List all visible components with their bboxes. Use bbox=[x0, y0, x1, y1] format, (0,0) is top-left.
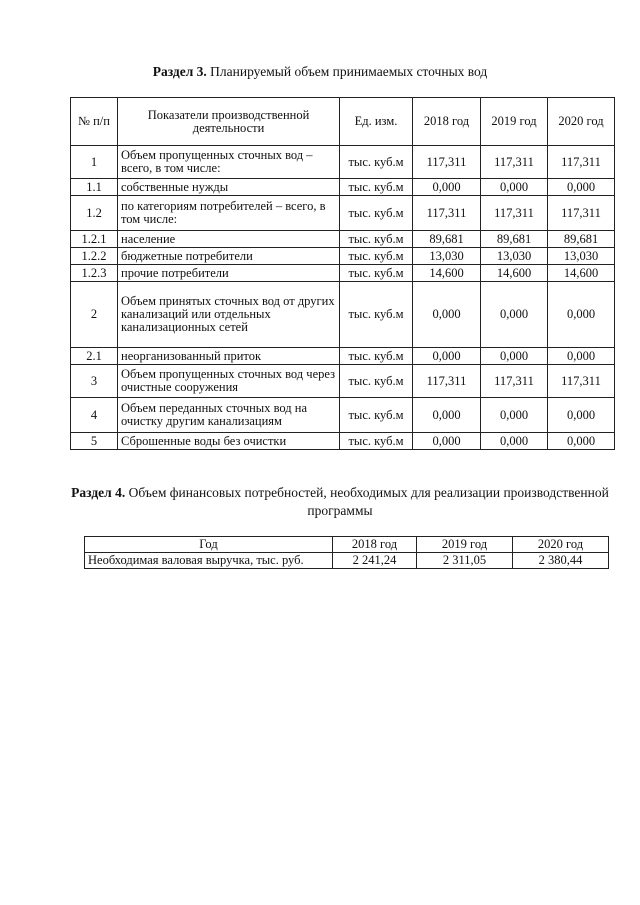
header-year: Год bbox=[85, 537, 333, 553]
row-2020: 13,030 bbox=[548, 248, 615, 265]
row-unit: тыс. куб.м bbox=[340, 231, 413, 248]
row-unit: тыс. куб.м bbox=[340, 365, 413, 398]
table-header-row bbox=[85, 537, 609, 553]
row-unit: тыс. куб.м bbox=[340, 398, 413, 433]
row-2018: 0,000 bbox=[413, 433, 481, 450]
row-2019: 0,000 bbox=[481, 433, 548, 450]
row-2020: 0,000 bbox=[548, 179, 615, 196]
row-2018: 117,311 bbox=[413, 146, 481, 179]
header-2019: 2019 год bbox=[417, 537, 513, 553]
row-unit: тыс. куб.м bbox=[340, 282, 413, 348]
row-2019: 13,030 bbox=[481, 248, 548, 265]
row-2018: 13,030 bbox=[413, 248, 481, 265]
row-unit: тыс. куб.м bbox=[340, 196, 413, 231]
row-name: собственные нужды bbox=[118, 179, 340, 196]
row-num: 2.1 bbox=[71, 348, 118, 365]
row-num: 4 bbox=[71, 398, 118, 433]
row-2020: 117,311 bbox=[548, 196, 615, 231]
table-row bbox=[71, 196, 615, 231]
row-2019: 89,681 bbox=[481, 231, 548, 248]
header-2018: 2018 год bbox=[333, 537, 417, 553]
header-2019: 2019 год bbox=[481, 98, 548, 146]
table-header-row bbox=[71, 98, 615, 146]
row-name: бюджетные потребители bbox=[118, 248, 340, 265]
row-2020: 89,681 bbox=[548, 231, 615, 248]
row-name: по категориям потребителей – всего, в том числе: bbox=[118, 196, 340, 231]
row-name: прочие потребители bbox=[118, 265, 340, 282]
row-2018: 0,000 bbox=[413, 179, 481, 196]
row-2019: 0,000 bbox=[481, 282, 548, 348]
row-label: Необходимая валовая выручка, тыс. руб. bbox=[85, 553, 333, 569]
header-num: № п/п bbox=[71, 98, 118, 146]
section3-title bbox=[0, 63, 640, 81]
row-2019: 117,311 bbox=[481, 196, 548, 231]
row-name: население bbox=[118, 231, 340, 248]
row-unit: тыс. куб.м bbox=[340, 433, 413, 450]
row-num: 5 bbox=[71, 433, 118, 450]
table-row bbox=[71, 365, 615, 398]
header-2020: 2020 год bbox=[548, 98, 615, 146]
row-num: 1.2.3 bbox=[71, 265, 118, 282]
row-2018: 0,000 bbox=[413, 348, 481, 365]
section4-table bbox=[84, 536, 609, 569]
row-2019: 117,311 bbox=[481, 365, 548, 398]
table-row bbox=[71, 348, 615, 365]
row-unit: тыс. куб.м bbox=[340, 179, 413, 196]
row-2018: 0,000 bbox=[413, 282, 481, 348]
row-name: Сброшенные воды без очистки bbox=[118, 433, 340, 450]
section4-title-label: Раздел 4. bbox=[71, 485, 126, 500]
table-row bbox=[71, 231, 615, 248]
row-2019: 0,000 bbox=[481, 348, 548, 365]
row-num: 1 bbox=[71, 146, 118, 179]
row-2019: 0,000 bbox=[481, 398, 548, 433]
header-indicator: Показатели производственной деятельности bbox=[118, 98, 340, 146]
row-2019: 0,000 bbox=[481, 179, 548, 196]
header-unit: Ед. изм. bbox=[340, 98, 413, 146]
row-2020: 2 380,44 bbox=[513, 553, 609, 569]
row-2018: 2 241,24 bbox=[333, 553, 417, 569]
row-unit: тыс. куб.м bbox=[340, 348, 413, 365]
row-2018: 14,600 bbox=[413, 265, 481, 282]
row-num: 1.2.1 bbox=[71, 231, 118, 248]
table-row bbox=[71, 282, 615, 348]
row-num: 1.1 bbox=[71, 179, 118, 196]
table-row bbox=[71, 265, 615, 282]
row-2018: 117,311 bbox=[413, 196, 481, 231]
row-2018: 89,681 bbox=[413, 231, 481, 248]
row-unit: тыс. куб.м bbox=[340, 248, 413, 265]
row-2018: 0,000 bbox=[413, 398, 481, 433]
section3-title-text: Планируемый объем принимаемых сточных вод bbox=[206, 64, 488, 79]
row-num: 2 bbox=[71, 282, 118, 348]
row-2020: 117,311 bbox=[548, 365, 615, 398]
table-row bbox=[71, 146, 615, 179]
table-row bbox=[71, 179, 615, 196]
table-row bbox=[71, 433, 615, 450]
row-2020: 117,311 bbox=[548, 146, 615, 179]
row-2019: 2 311,05 bbox=[417, 553, 513, 569]
header-2020: 2020 год bbox=[513, 537, 609, 553]
row-name: Объем переданных сточных вод на очистку другим канализациям bbox=[118, 398, 340, 433]
header-2018: 2018 год bbox=[413, 98, 481, 146]
row-2019: 14,600 bbox=[481, 265, 548, 282]
table-row bbox=[85, 553, 609, 569]
row-2018: 117,311 bbox=[413, 365, 481, 398]
row-2020: 0,000 bbox=[548, 348, 615, 365]
table-row bbox=[71, 248, 615, 265]
row-unit: тыс. куб.м bbox=[340, 146, 413, 179]
row-name: Объем пропущенных сточных вод – всего, в том числе: bbox=[118, 146, 340, 179]
row-num: 1.2.2 bbox=[71, 248, 118, 265]
section4-title-text: Объем финансовых потребностей, необходимых для реализации производственной программы bbox=[125, 485, 609, 518]
row-2020: 0,000 bbox=[548, 282, 615, 348]
row-2020: 0,000 bbox=[548, 398, 615, 433]
section3-table bbox=[70, 97, 615, 450]
row-unit: тыс. куб.м bbox=[340, 265, 413, 282]
row-2019: 117,311 bbox=[481, 146, 548, 179]
table-row bbox=[71, 398, 615, 433]
section3-title-label: Раздел 3. bbox=[152, 64, 207, 79]
row-name: Объем пропущенных сточных вод через очистные сооружения bbox=[118, 365, 340, 398]
row-num: 3 bbox=[71, 365, 118, 398]
row-2020: 14,600 bbox=[548, 265, 615, 282]
row-num: 1.2 bbox=[71, 196, 118, 231]
section4-title bbox=[40, 484, 640, 520]
row-name: Объем принятых сточных вод от других канализаций или отдельных канализационных сетей bbox=[118, 282, 340, 348]
row-2020: 0,000 bbox=[548, 433, 615, 450]
row-name: неорганизованный приток bbox=[118, 348, 340, 365]
